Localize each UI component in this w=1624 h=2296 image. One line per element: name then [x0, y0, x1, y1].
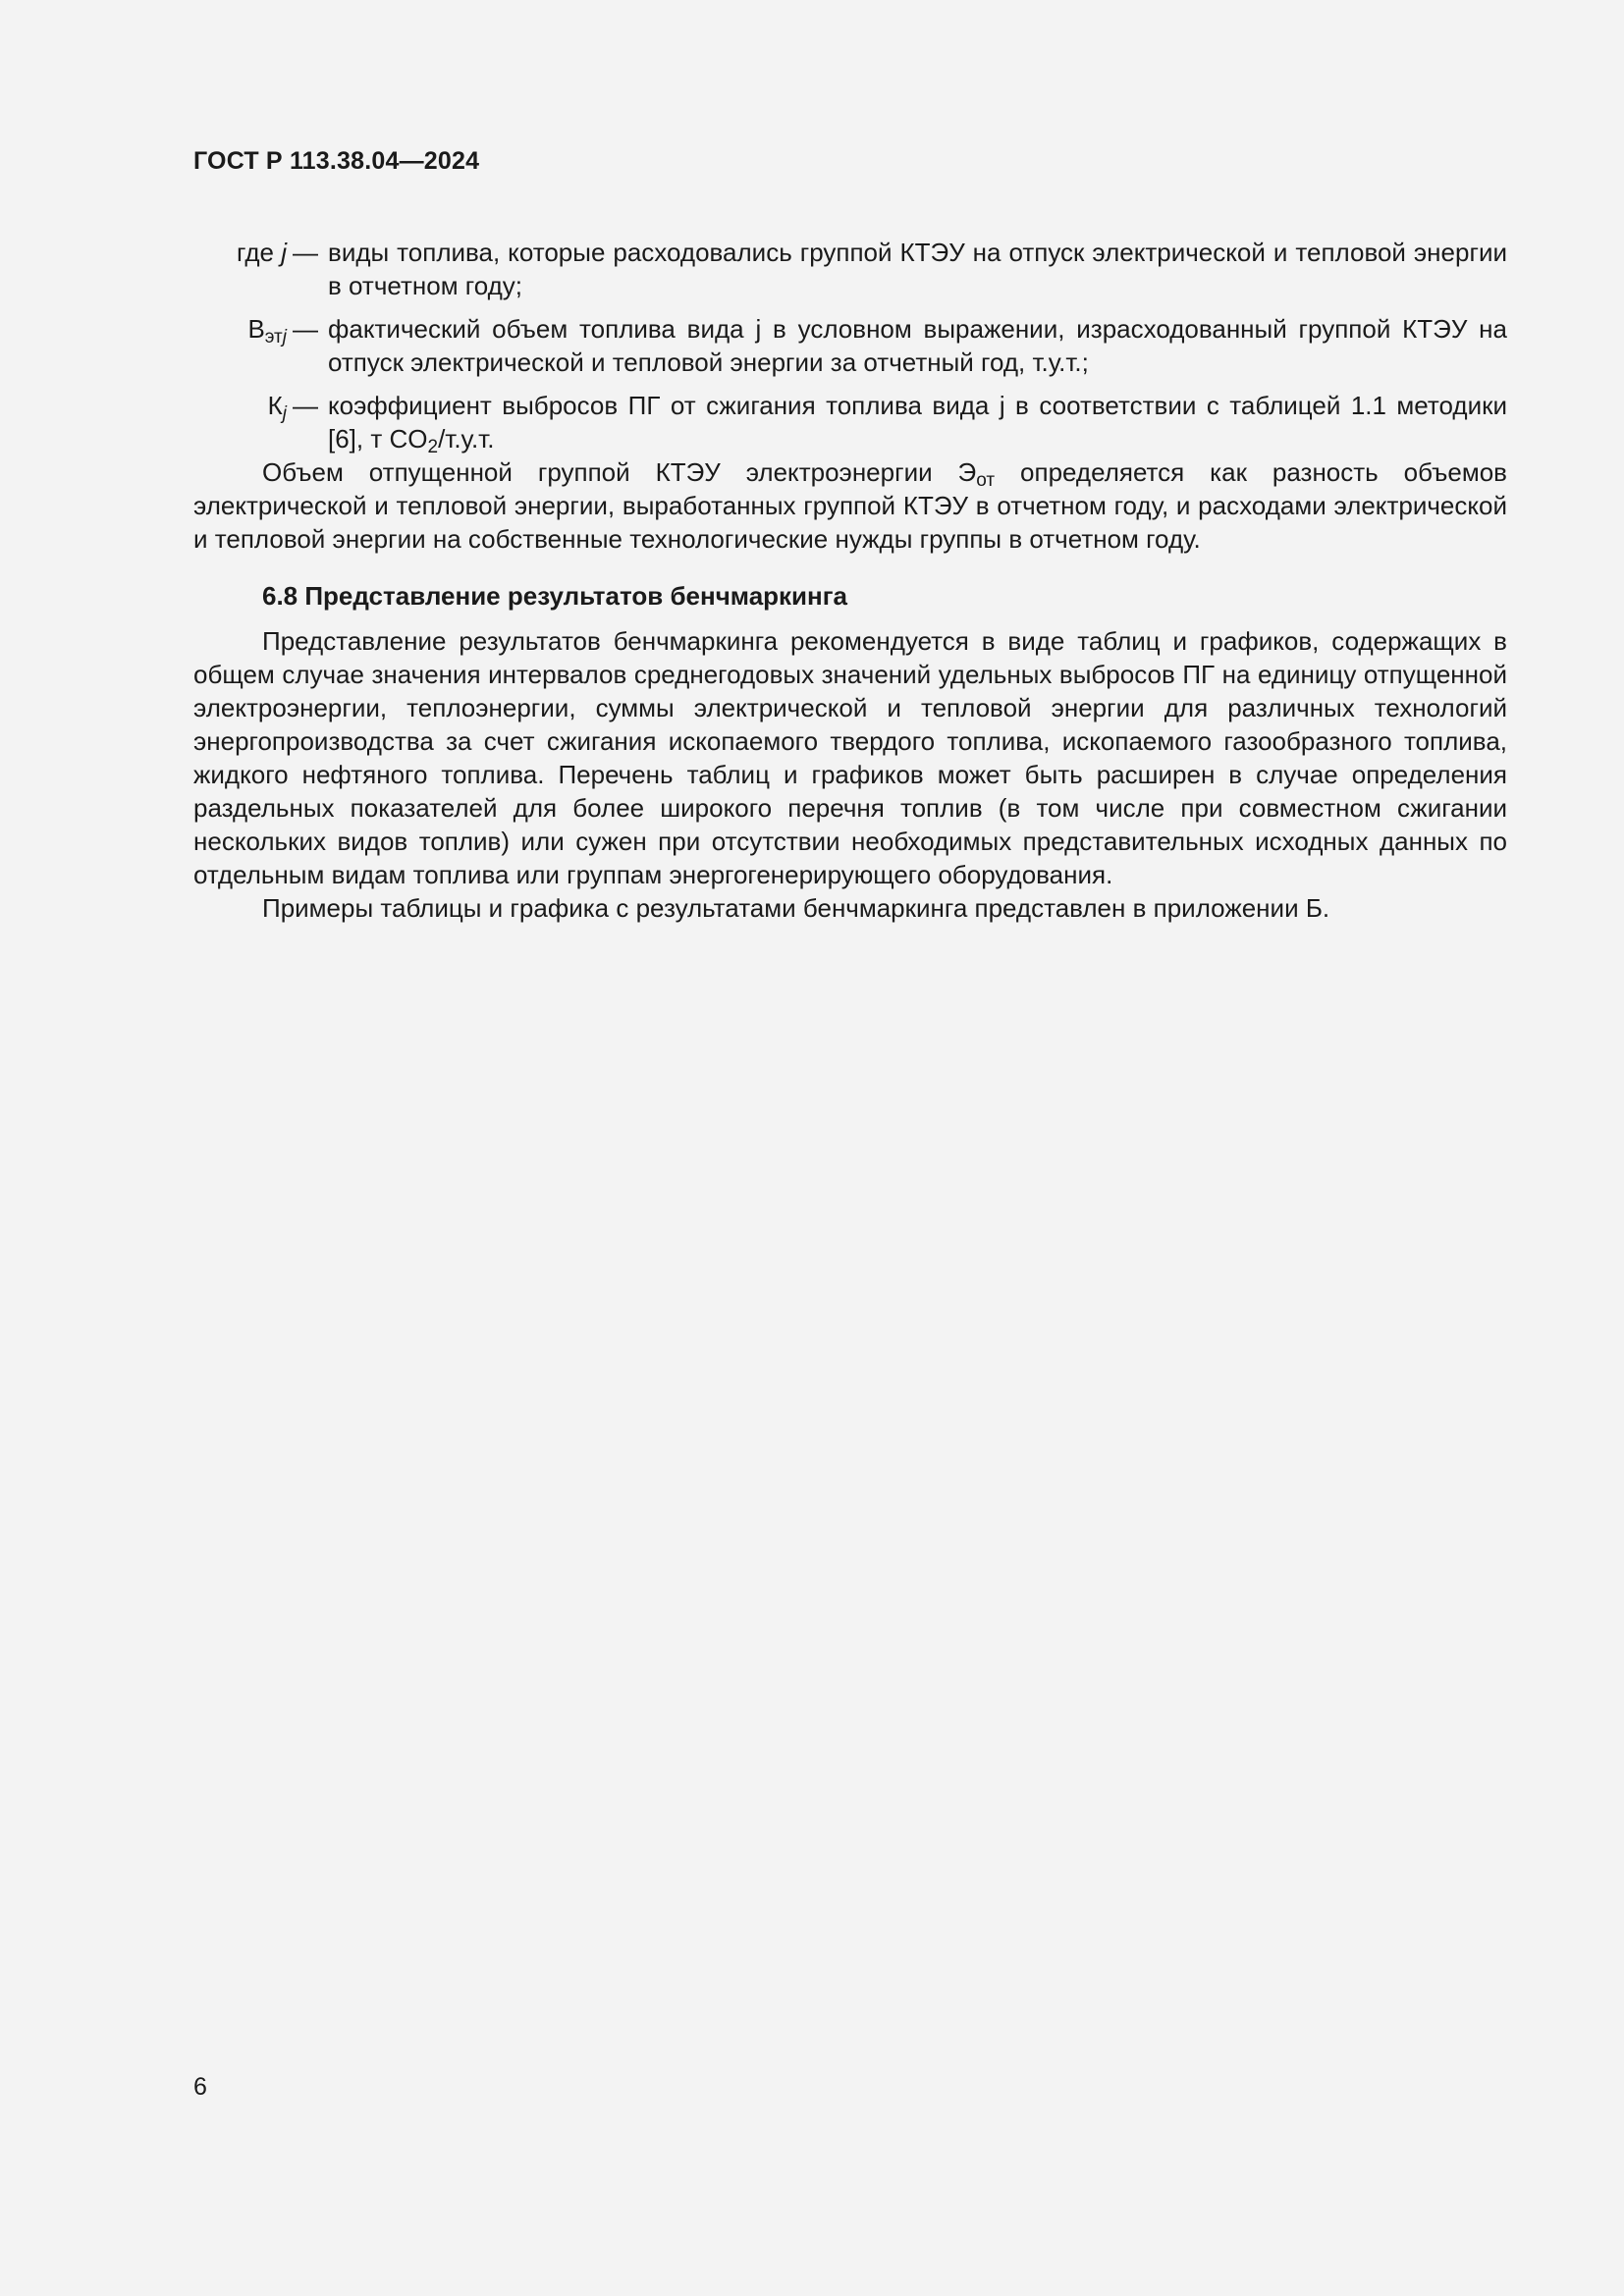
definition-symbol: К [267, 391, 283, 420]
definition-row-v [193, 312, 1507, 379]
definition-text: виды топлива, которые расходовались группой КТЭУ на отпуск электрической и тепловой энергии в отчетном году; [328, 238, 1507, 300]
definition-subscript: j [282, 403, 287, 424]
document-code-header: ГОСТ Р 113.38.04—2024 [193, 147, 480, 175]
definition-dash: — [293, 238, 318, 267]
section-heading: 6.8 Представление результатов бенчмаркинга [262, 581, 848, 611]
page-content [193, 236, 1507, 925]
definition-prefix: где [237, 238, 282, 267]
definition-symbol: j [281, 238, 287, 267]
definition-text: фактический объем топлива вида j в условном выражении, израсходованный группой КТЭУ на отпуск электрической и тепловой энергии за отчетный год, т.у.т.; [328, 314, 1507, 377]
paragraph-benchmark-presentation: Представление результатов бенчмаркинга рекомендуется в виде таблиц и графиков, содержащих в общем случае значения интервалов среднегодовых значений удельных выбросов ПГ на единицу отпущенной электроэнергии, теплоэнергии, суммы электрической и тепловой энергии для различных технологий энергопроизводства за счет сжигания ископаемого твердого топлива, ископаемого газообразного топлива, жидкого нефтяного топлива. Перечень таблиц и графиков может быть расширен в случае определения раздельных показателей для более широкого перечня топлив (в том числе при совместном сжигании нескольких видов топлив) или сужен при отсутствии необходимых представительных исходных данных по отдельным видам топлива или группам энергогенерирующего оборудования. [193, 626, 1507, 889]
definition-symbol: В [247, 314, 265, 344]
definition-subscript: этj [264, 327, 287, 347]
definition-row-k [193, 389, 1507, 455]
definition-row-j [193, 236, 1507, 302]
definition-term [193, 389, 318, 422]
definition-term [193, 312, 318, 346]
definition-dash: — [293, 314, 318, 344]
definition-dash: — [293, 391, 318, 420]
definition-text: коэффициент выбросов ПГ от сжигания топлива вида j в соответствии с таблицей 1.1 методики [6], т $CO_2/т.у.т$. [328, 391, 1507, 457]
definition-term [193, 236, 318, 269]
paragraph-output-volume: Объем отпущенной группой КТЭУ электроэнергии $Э_{от}$ определяется как разность объемов электрической и тепловой энергии, выработанных группой КТЭУ в отчетном году, и расходами электрической и тепловой энергии на собственные технологические нужды группы в отчетном году. [193, 457, 1507, 554]
page-number: 6 [193, 2073, 207, 2101]
paragraph-benchmark-examples: Примеры таблицы и графика с результатами бенчмаркинга представлен в приложении Б. [262, 893, 1330, 923]
